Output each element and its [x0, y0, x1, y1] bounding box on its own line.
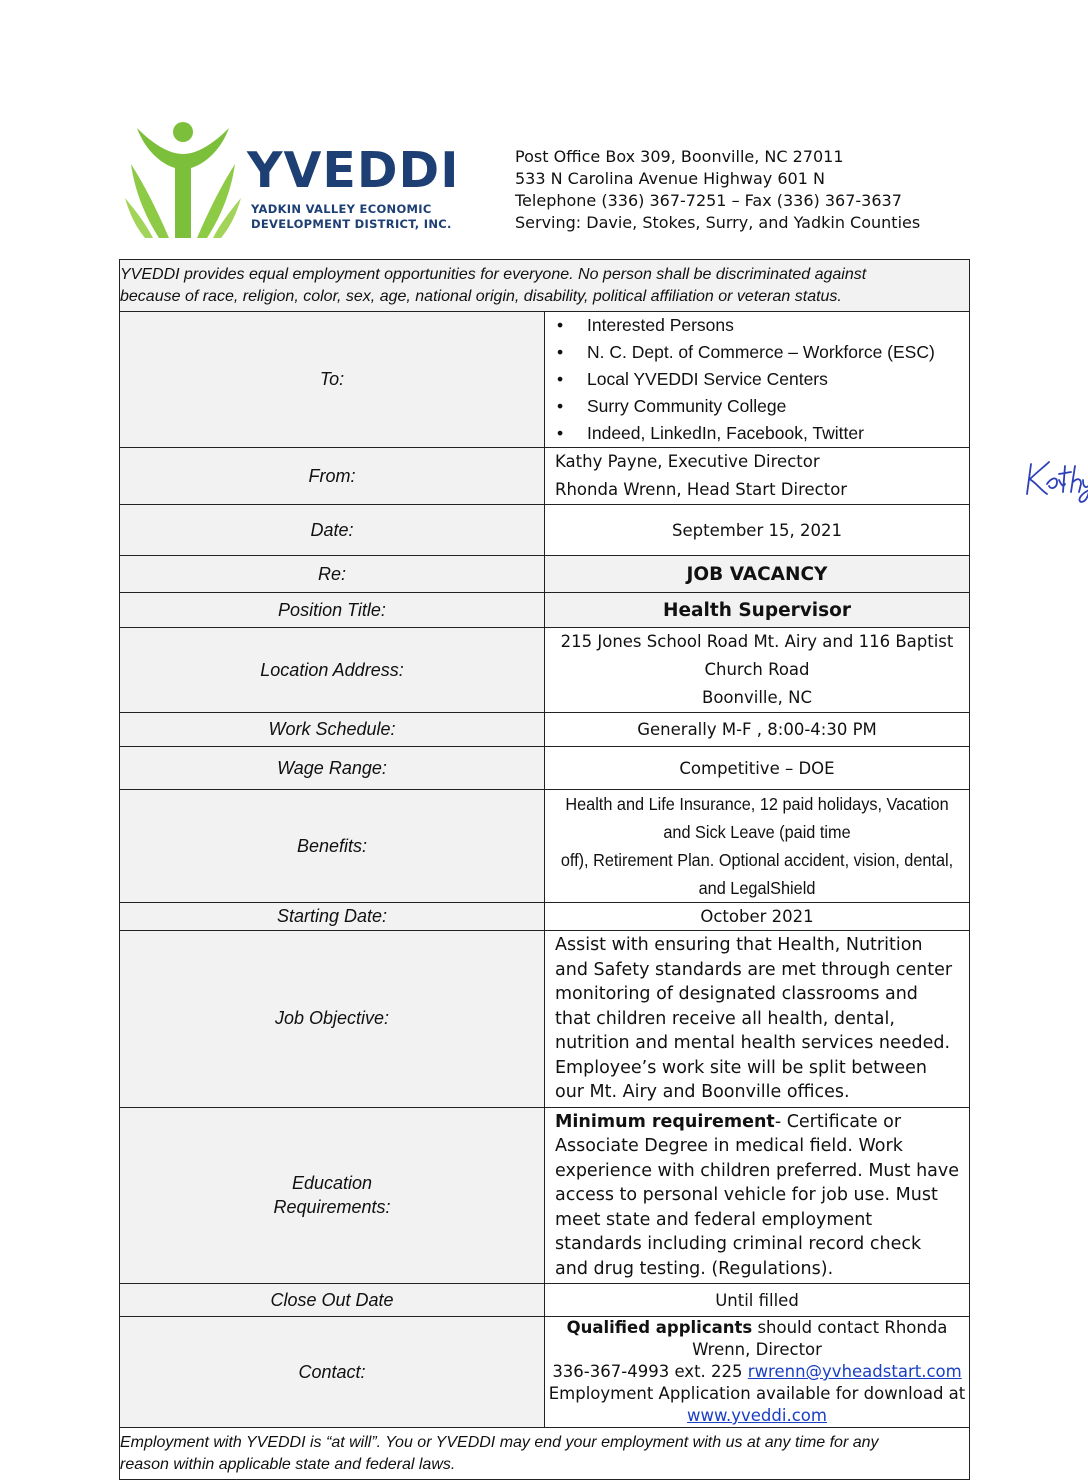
date-row: [120, 505, 970, 556]
education-value: [545, 1107, 970, 1284]
from-value: [545, 448, 970, 505]
at-will-notice-row: [120, 1428, 970, 1480]
address-line: Post Office Box 309, Boonville, NC 27011: [515, 147, 844, 166]
service-area-line: Serving: Davie, Stokes, Surry, and Yadkin Counties: [515, 213, 921, 232]
recipient-list: [545, 312, 969, 447]
list-item: • Interested Persons: [587, 312, 969, 339]
starting-label: Starting Date:: [120, 903, 545, 931]
letterhead: [125, 120, 975, 245]
website-link[interactable]: www.yveddi.com: [687, 1406, 827, 1425]
logo-wordmark: YVEDDI: [247, 142, 460, 199]
at-will-notice: Employment with YVEDDI is “at will”. You or YVEDDI may end your employment with us at any time for any reason within applicable state and federal laws.: [120, 1428, 970, 1480]
close-out-label: Close Out Date: [120, 1284, 545, 1317]
wage-row: [120, 747, 970, 790]
benefits-row: [120, 790, 970, 903]
starting-value: October 2021: [545, 903, 970, 931]
re-row: [120, 556, 970, 593]
benefits-label: Benefits:: [120, 790, 545, 903]
eeo-notice-row: [120, 260, 970, 312]
position-title: Health Supervisor: [545, 593, 970, 628]
contact-label: Contact:: [120, 1317, 545, 1428]
schedule-row: [120, 713, 970, 747]
signature-image: [1023, 450, 1088, 504]
location-value: [545, 628, 970, 713]
re-value: JOB VACANCY: [545, 556, 970, 593]
list-item: • Surry Community College: [587, 393, 969, 420]
date-label: Date:: [120, 505, 545, 556]
logo-subtitle: [251, 202, 452, 232]
eeo-notice: YVEDDI provides equal employment opportunities for everyone. No person shall be discriminated against because of race, religion, color, sex, age, national origin, disability, political affiliation or veteran status.: [120, 260, 970, 312]
contact-phone: 336-367-4993 ext. 225: [552, 1362, 748, 1381]
from-line: Kathy Payne, Executive Director: [555, 452, 820, 471]
location-line: 215 Jones School Road Mt. Airy and 116 Baptist Church Road: [560, 632, 954, 679]
job-vacancy-form: [119, 259, 970, 1480]
location-row: [120, 628, 970, 713]
schedule-label: Work Schedule:: [120, 713, 545, 747]
objective-value: [545, 931, 970, 1108]
wage-value: Competitive – DOE: [545, 747, 970, 790]
email-link[interactable]: rwrenn@yvheadstart.com: [747, 1362, 962, 1381]
phone-fax-line: Telephone (336) 367-7251 – Fax (336) 367-3637: [515, 191, 902, 210]
logo-subtitle-line2: DEVELOPMENT DISTRICT, INC.: [251, 217, 452, 231]
location-line: Boonville, NC: [702, 688, 812, 707]
objective-row: [120, 931, 970, 1108]
date-value: September 15, 2021: [545, 505, 970, 556]
from-line: Rhonda Wrenn, Head Start Director: [555, 480, 848, 499]
close-out-value: Until filled: [545, 1284, 970, 1317]
location-label: Location Address:: [120, 628, 545, 713]
contact-lead: Qualified applicants: [566, 1318, 753, 1337]
logo-subtitle-line1: YADKIN VALLEY ECONOMIC: [251, 202, 432, 216]
from-label: From:: [120, 448, 545, 505]
objective-label: Job Objective:: [120, 931, 545, 1108]
re-label: Re:: [120, 556, 545, 593]
list-item: • Local YVEDDI Service Centers: [587, 366, 969, 393]
position-label: Position Title:: [120, 593, 545, 628]
schedule-value: Generally M-F , 8:00-4:30 PM: [545, 713, 970, 747]
objective-text: Assist with ensuring that Health, Nutrition and Safety standards are met through center monitoring of designated classrooms and that children receive all health, dental, nutrition and mental health services needed. Employee’s work site will be split between our Mt. Airy and Boonville offices.: [555, 935, 953, 1102]
position-row: [120, 593, 970, 628]
benefits-line: Health and Life Insurance, 12 paid holidays, Vacation and Sick Leave (paid time: [565, 794, 949, 842]
benefits-value: [545, 790, 970, 903]
logo-figure-icon: [125, 120, 247, 242]
education-lead: Minimum requirement: [555, 1111, 775, 1132]
to-label: To:: [120, 312, 545, 448]
contact-row: [120, 1317, 970, 1428]
contact-value: Qualified applicants should contact Rhonda Wrenn, Director 336-367-4993 ext. 225 rwrenn@yvheadstart.com Employment Application available for download at www.yveddi.com: [545, 1317, 970, 1428]
address-line: 533 N Carolina Avenue Highway 601 N: [515, 169, 825, 188]
list-item: • N. C. Dept. of Commerce – Workforce (ESC): [587, 339, 969, 366]
education-label: Education Requirements:: [120, 1107, 545, 1284]
to-row: [120, 312, 970, 448]
yveddi-logo: [125, 120, 460, 242]
to-value: [545, 312, 970, 448]
wage-label: Wage Range:: [120, 747, 545, 790]
close-out-row: [120, 1284, 970, 1317]
starting-row: [120, 903, 970, 931]
list-item: • Indeed, LinkedIn, Facebook, Twitter: [587, 420, 969, 447]
from-row: [120, 448, 970, 505]
mailing-address: [515, 146, 920, 234]
education-text: Minimum requirement- Certificate or Associate Degree in medical field. Work experience with children preferred. Must have access to personal vehicle for job use. Must meet state and federal employment standards including criminal record check and drug testing. (Regulations).: [555, 1111, 960, 1279]
benefits-line: off), Retirement Plan. Optional accident, vision, dental, and LegalShield: [560, 850, 954, 898]
education-row: [120, 1107, 970, 1284]
